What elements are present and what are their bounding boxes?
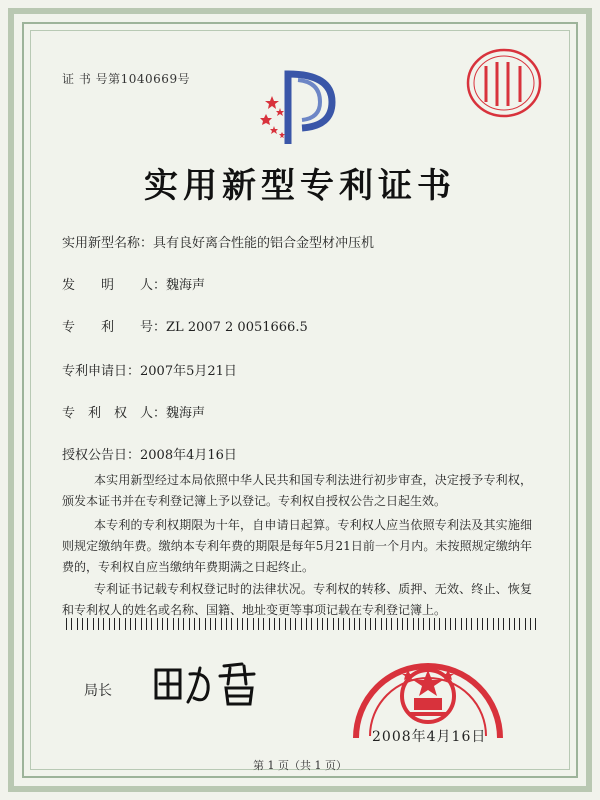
field-value: 魏海声 (166, 406, 206, 421)
field-label: 专利申请日： (62, 364, 141, 379)
issue-date: 2008年4月16日 (372, 729, 487, 745)
field-patentee (62, 402, 205, 421)
certificate-number: 证 书 号第1040669号 (62, 72, 191, 86)
patent-office-logo-icon (258, 68, 340, 148)
field-grant-date (62, 444, 237, 463)
field-label: 专 利 权 人： (62, 406, 167, 421)
field-label: 授权公告日： (62, 448, 141, 463)
field-label: 发 明 人： (62, 278, 167, 293)
director-signature (150, 658, 270, 708)
field-value: 具有良好离合性能的铝合金型材冲压机 (153, 236, 375, 251)
field-inventor (62, 274, 205, 293)
field-label: 实用新型名称： (62, 236, 154, 251)
field-value: 2007年5月21日 (140, 364, 237, 379)
corner-seal-icon (464, 46, 544, 120)
field-label: 专 利 号： (62, 320, 167, 335)
field-patent-number (62, 316, 308, 335)
paragraph-term: 本专利的专利权期限为十年，自申请日起算。专利权人应当依照专利法及其实施细则规定缴纳年费。缴纳本专利年费的期限是每年5月21日前一个月内。未按照规定缴纳年费的，专利权自应当缴纳年费期满之日起终止。 (62, 518, 532, 574)
field-value: ZL 2007 2 0051666.5 (166, 320, 308, 335)
paragraph-grant: 本实用新型经过本局依照中华人民共和国专利法进行初步审查，决定授予专利权，颁发本证书并在专利登记簿上予以登记。专利权自授权公告之日起生效。 (62, 473, 532, 508)
page-number: 第 1 页（共 1 页） (253, 759, 347, 772)
director-label: 局长 (84, 683, 112, 699)
field-application-date (62, 360, 237, 379)
paragraph-register: 专利证书记载专利权登记时的法律状况。专利权的转移、质押、无效、终止、恢复和专利权人的姓名或名称、国籍、地址变更等事项记载在专利登记簿上。 (62, 582, 532, 617)
certificate-title: 实用新型专利证书 (144, 166, 456, 206)
field-value: 魏海声 (166, 278, 206, 293)
field-value: 2008年4月16日 (140, 448, 237, 463)
field-utility-name (62, 232, 374, 251)
